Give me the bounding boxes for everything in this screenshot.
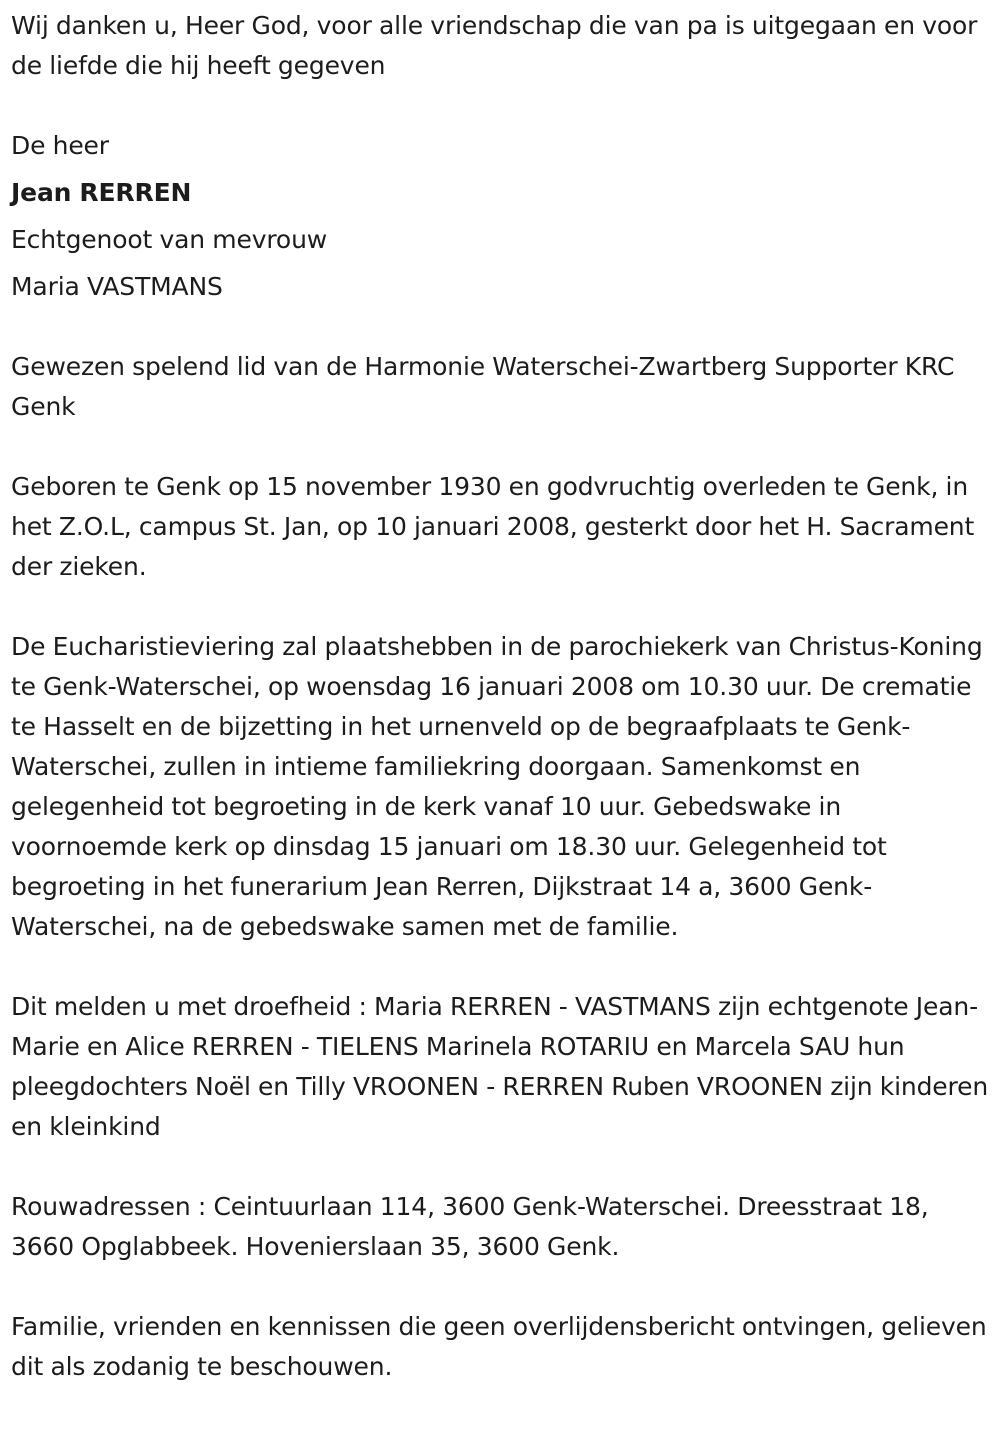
announcers-text: Dit melden u met droefheid : Maria RERREN - VASTMANS zijn echtgenote Jean-Marie en Alice RERREN - TIELENS Marinela ROTARIU en Marcela SAU hun pleegdochters Noël en Tilly VROONEN - RERREN Ruben VROONEN zijn kinderen en kleinkind [11,992,989,1141]
addresses-text: Rouwadressen : Ceintuurlaan 114, 3600 Genk-Waterschei. Dreesstraat 18, 3660 Opglabbeek. Hovenierslaan 35, 3600 Genk. [11,1192,929,1261]
deceased-name: Jean RERREN [11,178,192,207]
opening-text: Wij danken u, Heer God, voor alle vriendschap die van pa is uitgegaan en voor de liefde die hij heeft gegeven [11,11,978,80]
closing-text: Familie, vrienden en kennissen die geen overlijdensbericht ontvingen, gelieven dit als zodanig te beschouwen. [11,1312,987,1381]
membership-text: Gewezen spelend lid van de Harmonie Waterschei-Zwartberg Supporter KRC Genk [11,352,955,421]
ceremony-text: De Eucharistieviering zal plaatshebben in de parochiekerk van Christus-Koning te Genk-Waterschei, op woensdag 16 januari 2008 om 10.30 uur. De crematie te Hasselt en de bijzetting in het urnenveld op de begraafplaats te Genk-Waterschei, zullen in intieme familiekring doorgaan. Samenkomst en gelegenheid tot begroeting in de kerk vanaf 10 uur. Gebedswake in voornoemde kerk op dinsdag 15 januari om 18.30 uur. Gelegenheid tot begroeting in het funerarium Jean Rerren, Dijkstraat 14 a, 3600 Genk-Waterschei, na de gebedswake samen met de familie. [11,632,983,941]
birth-death-text: Geboren te Genk op 15 november 1930 en godvruchtig overleden te Genk, in het Z.O.L, campus St. Jan, op 10 januari 2008, gesterkt door het H. Sacrament der zieken. [11,472,975,581]
title-text: De heer [11,131,109,160]
spouse-name: Maria VASTMANS [11,272,223,301]
spouse-label: Echtgenoot van mevrouw [11,225,328,254]
